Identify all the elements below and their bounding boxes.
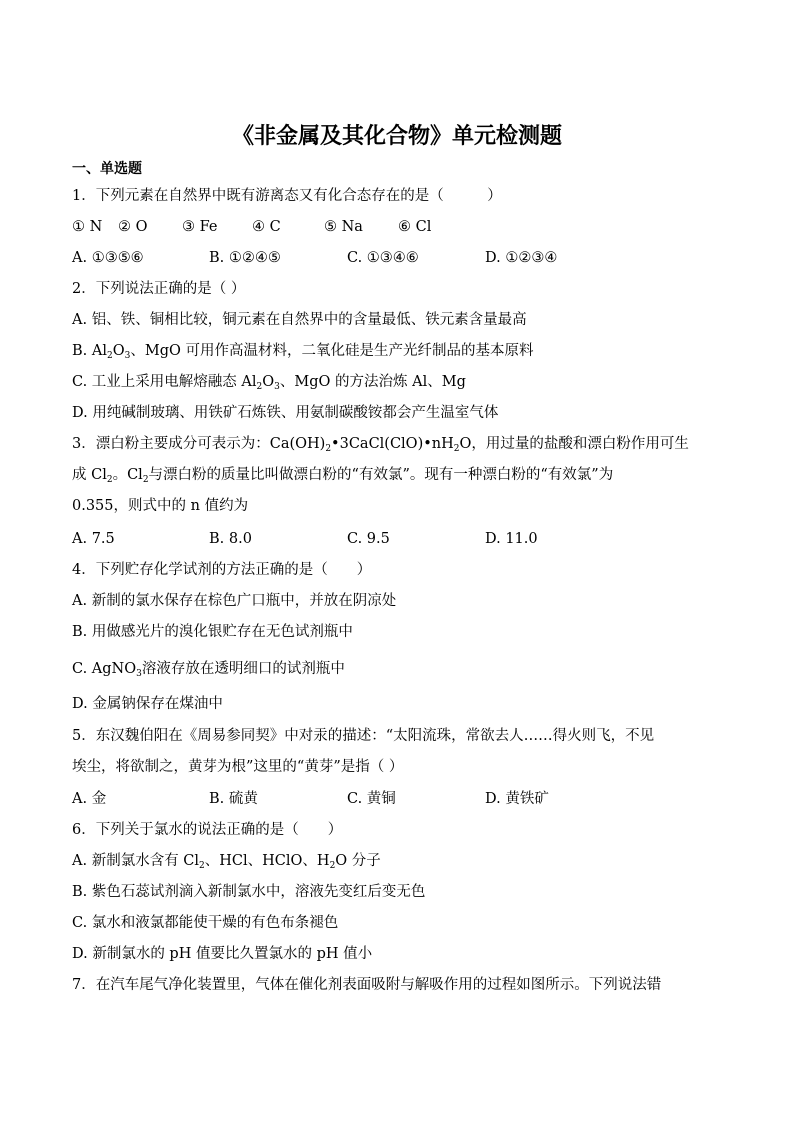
subscript: 2 — [453, 444, 460, 454]
subscript: 2 — [256, 382, 263, 392]
text-part: 3．漂白粉主要成分可表示为：Ca(OH) — [72, 436, 326, 452]
option-d: D. ①②③④ — [485, 250, 558, 266]
question-6-option-a — [72, 851, 732, 871]
question-5-options — [72, 789, 732, 809]
subscript: 3 — [136, 669, 142, 679]
text-part: C. AgNO — [72, 661, 137, 677]
text-part: 、HCl、HClO、H — [204, 853, 330, 869]
option-c: C. ①③④⑥ — [347, 250, 419, 266]
question-4-option-d: D. 金属钠保存在煤油中 — [72, 696, 223, 712]
element-item: ① N — [72, 219, 103, 235]
question-6-option-c: C. 氯水和液氯都能使干燥的有色布条褪色 — [72, 915, 339, 931]
text-part: O 分子 — [335, 853, 381, 869]
option-b: B. 硫黄 — [209, 791, 258, 807]
text-part: O — [262, 374, 275, 390]
element-item: ⑤ Na — [324, 219, 363, 235]
element-item: ④ C — [252, 219, 281, 235]
question-3-options — [72, 529, 732, 549]
text-part: O — [112, 343, 125, 359]
text-part: •3CaCl(ClO)•nH — [331, 436, 454, 452]
subscript: 3 — [124, 351, 131, 361]
question-3-line-2 — [72, 465, 732, 485]
question-5-line-1: 5．东汉魏伯阳在《周易参同契》中对汞的描述：“太阳流珠，常欲去人……得火则飞，不见 — [72, 728, 655, 744]
text-part: 与漂白粉的质量比叫做漂白粉的“有效氯”。现有一种漂白粉的“有效氯”为 — [148, 467, 614, 483]
question-1-options — [72, 248, 732, 268]
option-a: A. ①③⑤⑥ — [72, 250, 144, 266]
text-part: B. Al — [72, 343, 107, 359]
option-a: A. 金 — [72, 791, 107, 807]
question-6-option-b: B. 紫色石蕊试剂滴入新制氯水中，溶液先变红后变无色 — [72, 884, 426, 900]
subscript: 2 — [106, 475, 113, 485]
subscript: 2 — [142, 475, 149, 485]
option-c: C. 黄铜 — [347, 791, 396, 807]
subscript: 2 — [329, 861, 336, 871]
option-b: B. ①②④⑤ — [209, 250, 281, 266]
subscript: 2 — [106, 351, 113, 361]
text-part: A. 新制氯水含有 Cl — [72, 853, 200, 869]
text-part: 、MgO 的方法治炼 Al、Mg — [279, 374, 466, 390]
text-part: 溶液存放在透明细口的试剂瓶中 — [141, 661, 345, 677]
option-c: C. 9.5 — [347, 531, 390, 547]
question-3-line-3: 0.355，则式中的 n 值约为 — [72, 498, 249, 514]
option-a: A. 7.5 — [72, 531, 115, 547]
question-2-option-c — [72, 372, 732, 392]
element-item: ③ Fe — [182, 219, 218, 235]
option-b: B. 8.0 — [209, 531, 252, 547]
question-2-stem: 2．下列说法正确的是（ ） — [72, 281, 246, 297]
text-part: 。Cl — [112, 467, 143, 483]
question-2-option-a: A. 铝、铁、铜相比较，铜元素在自然界中的含量最低、铁元素含量最高 — [72, 312, 527, 328]
question-3-line-1 — [72, 434, 732, 454]
page-title: 《非金属及其化合物》单元检测题 — [231, 124, 562, 149]
question-4-option-c — [72, 659, 732, 679]
text-part: O，用过量的盐酸和漂白粉作用可生 — [459, 436, 689, 452]
option-d: D. 黄铁矿 — [485, 791, 549, 807]
question-2-option-d: D. 用纯碱制玻璃、用铁矿石炼铁、用氨制碳酸铵都会产生温室气体 — [72, 405, 499, 421]
subscript: 2 — [199, 861, 205, 871]
question-1-elements — [72, 217, 732, 237]
text-part: C. 工业上采用电解熔融态 Al — [72, 374, 257, 390]
question-6-option-d: D. 新制氯水的 pH 值要比久置氯水的 pH 值小 — [72, 946, 373, 962]
text-part: 成 Cl — [72, 467, 107, 483]
section-heading: 一、单选题 — [72, 161, 142, 177]
element-item: ⑥ Cl — [398, 219, 432, 235]
element-item: ② O — [118, 219, 148, 235]
subscript: 3 — [274, 382, 280, 392]
question-2-option-b — [72, 341, 732, 361]
question-4-option-a: A. 新制的氯水保存在棕色广口瓶中，并放在阴凉处 — [72, 593, 397, 609]
text-part: 、MgO 可用作高温材料，二氧化硅是生产光纤制品的基本原料 — [130, 343, 534, 359]
question-4-option-b: B. 用做感光片的溴化银贮存在无色试剂瓶中 — [72, 624, 353, 640]
question-4-stem: 4．下列贮存化学试剂的方法正确的是（ ） — [72, 562, 372, 578]
question-5-line-2: 埃尘，将欲制之，黄芽为根”这里的“黄芽”是指（ ） — [72, 759, 404, 775]
question-6-stem: 6．下列关于氯水的说法正确的是（ ） — [72, 822, 343, 838]
subscript: 2 — [325, 444, 332, 454]
question-1-stem: 1．下列元素在自然界中既有游离态又有化合态存在的是（ ） — [72, 188, 502, 204]
option-d: D. 11.0 — [485, 531, 538, 547]
question-7-line-1: 7．在汽车尾气净化装置里，气体在催化剂表面吸附与解吸作用的过程如图所示。下列说法错 — [72, 977, 662, 993]
